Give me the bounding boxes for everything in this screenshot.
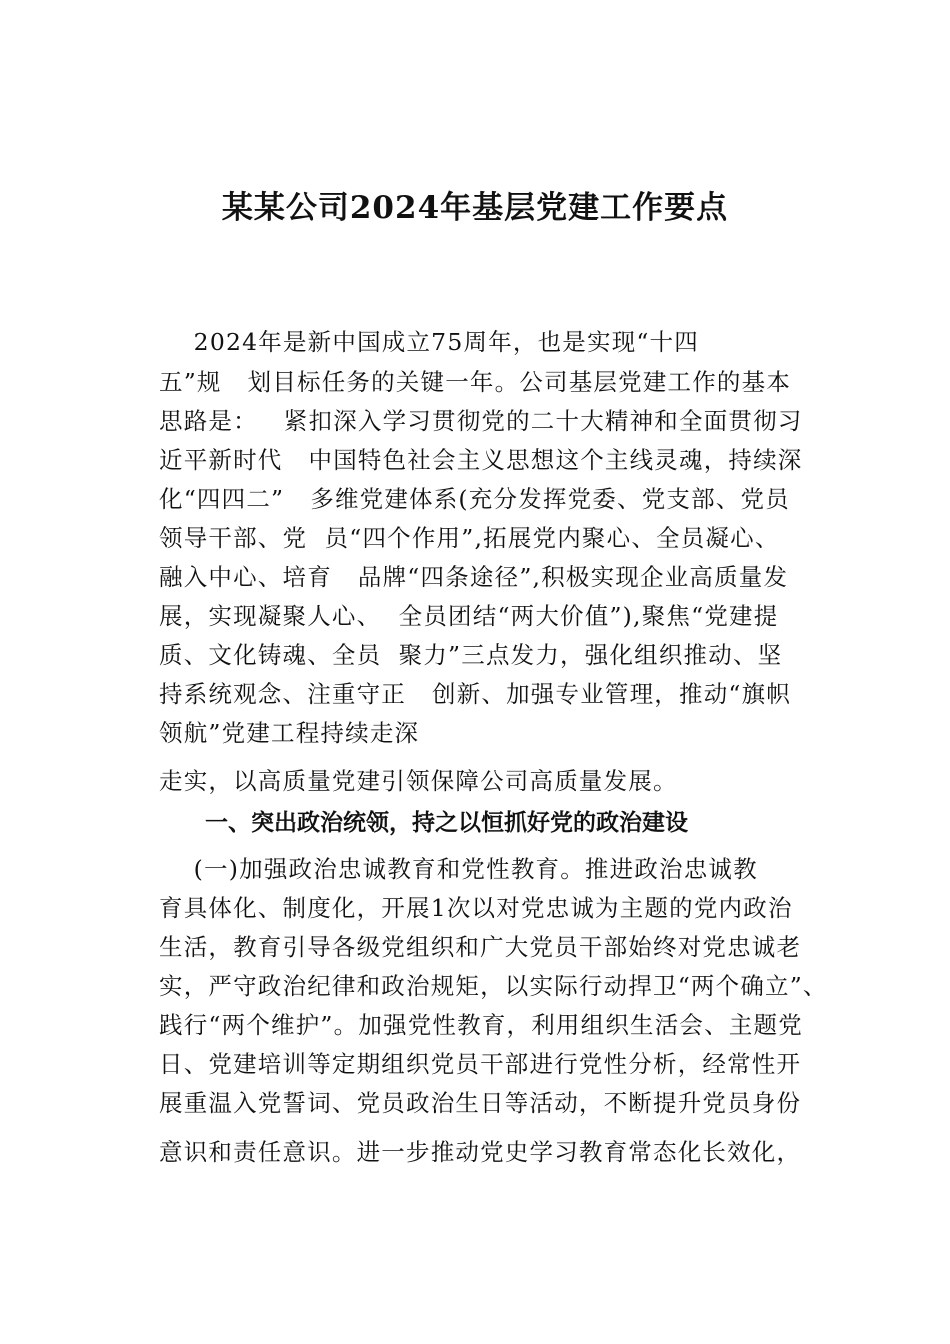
intro-line: 近平新时代 中国特色社会主义思想这个主线灵魂，持续深 (159, 446, 803, 474)
intro-line: 2024年是新中国成立75周年，也是实现“十四 (159, 328, 700, 356)
body-line: 实，严守政治纪律和政治规矩，以实际行动捍卫“两个确立”、 (159, 972, 828, 1000)
body-line: 展重温入党誓词、党员政治生日等活动，不断提升党员身份 (159, 1089, 802, 1117)
intro-line: 领航”党建工程持续走深 (159, 719, 420, 747)
intro-line: 融入中心、培育 品牌“四条途径”,积极实现企业高质量发 (159, 563, 789, 591)
body-line: 育具体化、制度化，开展1次以对党忠诚为主题的党内政治 (159, 894, 793, 922)
intro-line: 领导干部、党 员“四个作用”,拓展党内聚心、全员凝心、 (159, 524, 780, 552)
intro-line: 化“四四二” 多维党建体系(充分发挥党委、党支部、党员 (159, 485, 790, 513)
intro-line: 展，实现凝聚人心、 全员团结“两大价值”),聚焦“党建提 (159, 602, 779, 630)
intro-line: 思路是： 紧扣深入学习贯彻党的二十大精神和全面贯彻习 (159, 407, 803, 435)
intro-line: 五”规 划目标任务的关键一年。公司基层党建工作的基本 (159, 368, 792, 396)
intro-line: 质、文化铸魂、全员 聚力”三点发力，强化组织推动、坚 (159, 641, 783, 669)
body-line: 日、党建培训等定期组织党员干部进行党性分析，经常性开 (159, 1050, 802, 1078)
body-line: 生活，教育引导各级党组织和广大党员干部始终对党忠诚老 (159, 933, 802, 961)
body-line: (一)加强政治忠诚教育和党性教育。推进政治忠诚教 (159, 855, 758, 883)
body-line: 意识和责任意识。进一步推动党史学习教育常态化长效化， (159, 1138, 802, 1166)
section-heading: 一、突出政治统领，持之以恒抓好党的政治建设 (205, 810, 688, 836)
document-title: 某某公司2024年基层党建工作要点 (221, 190, 729, 226)
intro-line: 持系统观念、注重守正 创新、加强专业管理，推动“旗帜 (159, 680, 792, 708)
intro-line: 走实，以高质量党建引领保障公司高质量发展。 (159, 767, 678, 795)
body-line: 践行“两个维护”。加强党性教育，利用组织生活会、主题党 (159, 1011, 803, 1039)
